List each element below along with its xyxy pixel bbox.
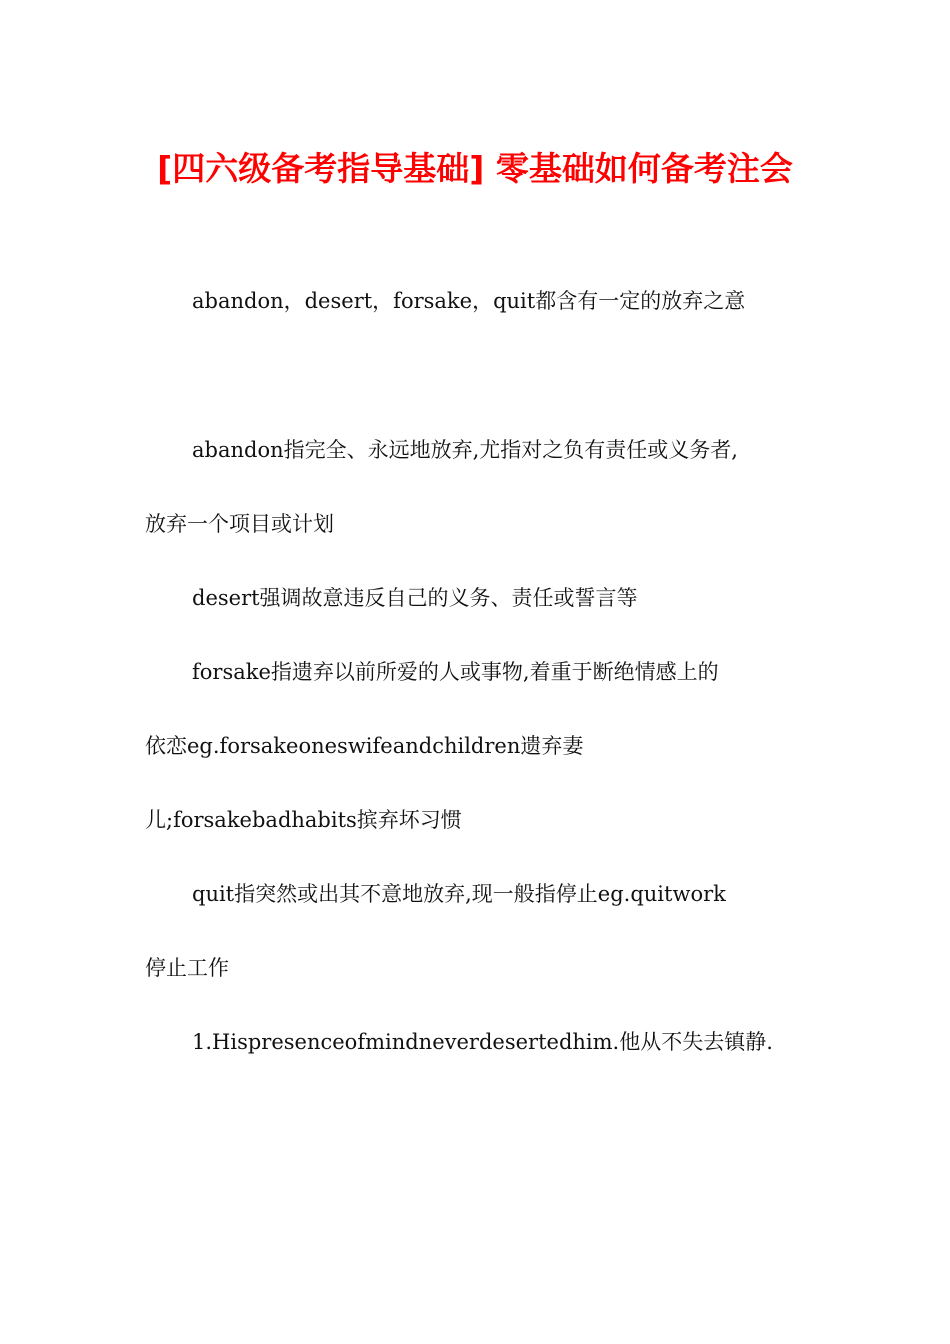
text-line: 放弃一个项目或计划	[145, 512, 334, 536]
text-line: quit指突然或出其不意地放弃,现一般指停止eg.quitwork	[192, 882, 726, 906]
text-line: 依恋eg.forsakeoneswifeandchildren遗弃妻	[145, 734, 584, 758]
text-line: forsake指遗弃以前所爱的人或事物,着重于断绝情感上的	[192, 660, 719, 684]
text-line: 儿;forsakebadhabits摈弃坏习惯	[145, 808, 462, 832]
paragraph-abandon	[145, 413, 815, 1079]
text-line: 停止工作	[145, 956, 229, 980]
text-line: abandon指完全、永远地放弃,尤指对之负有责任或义务者,	[192, 438, 738, 462]
text-line: 1.Hispresenceofmindneverdesertedhim.他从不失去镇静.	[192, 1030, 773, 1054]
paragraph-intro	[145, 264, 815, 338]
text-line: abandon，desert，forsake，quit都含有一定的放弃之意	[192, 289, 746, 313]
text-line: desert强调故意违反自己的义务、责任或誓言等	[192, 586, 638, 610]
document-title: [四六级备考指导基础] 零基础如何备考注会	[157, 149, 793, 188]
